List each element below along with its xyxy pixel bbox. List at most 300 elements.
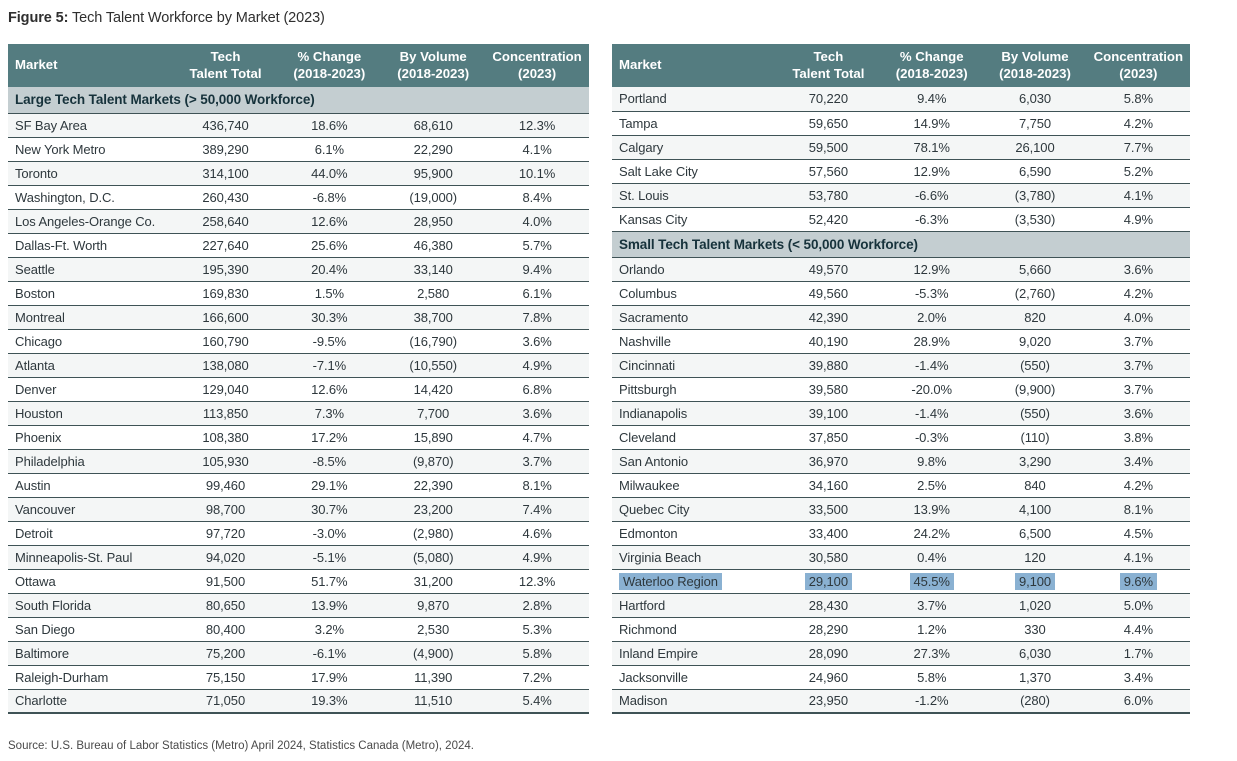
value-cell: [983, 569, 1086, 593]
value-cell: [880, 617, 983, 641]
table-row: [612, 401, 1190, 425]
value-cell: [485, 617, 589, 641]
cell-text: 105,930: [202, 453, 249, 469]
table-row: [612, 111, 1190, 135]
value-cell: [381, 377, 485, 401]
value-cell: [381, 209, 485, 233]
value-cell: [983, 425, 1086, 449]
value-cell: [277, 257, 381, 281]
value-cell: [880, 257, 983, 281]
value-cell: [1087, 689, 1190, 713]
cell-text: Denver: [15, 381, 57, 397]
value-cell: [983, 207, 1086, 231]
value-cell: [777, 281, 880, 305]
cell-text: 80,650: [205, 597, 246, 613]
table-row: [8, 401, 589, 425]
cell-text: 2.5%: [917, 477, 947, 493]
cell-text: 3.7%: [1123, 381, 1153, 397]
cell-text: 3.7%: [522, 453, 552, 469]
market-cell: [8, 401, 174, 425]
value-cell: [381, 545, 485, 569]
table-row: [8, 521, 589, 545]
value-cell: [1087, 87, 1190, 111]
value-cell: [983, 449, 1086, 473]
cell-text: 160,790: [202, 333, 249, 349]
value-cell: [277, 305, 381, 329]
value-cell: [381, 593, 485, 617]
value-cell: [880, 111, 983, 135]
market-cell: [612, 281, 777, 305]
market-cell: [8, 617, 174, 641]
value-cell: [1087, 449, 1190, 473]
cell-text: (3,530): [1014, 211, 1056, 227]
value-cell: [880, 87, 983, 111]
value-cell: [1087, 497, 1190, 521]
cell-text: 94,020: [205, 549, 246, 565]
cell-text: 28.9%: [913, 333, 950, 349]
cell-text: (9,870): [412, 453, 454, 469]
value-cell: [777, 183, 880, 207]
value-cell: [983, 87, 1086, 111]
value-cell: [381, 185, 485, 209]
value-cell: [277, 353, 381, 377]
value-cell: [1087, 111, 1190, 135]
value-cell: [880, 401, 983, 425]
cell-text: 29.1%: [311, 477, 348, 493]
value-cell: [983, 665, 1086, 689]
value-cell: [1087, 521, 1190, 545]
market-cell: [612, 183, 777, 207]
market-cell: [8, 233, 174, 257]
value-cell: [174, 521, 278, 545]
cell-text: Chicago: [15, 333, 62, 349]
value-cell: [381, 569, 485, 593]
market-cell: [8, 593, 174, 617]
market-cell: [612, 111, 777, 135]
value-cell: [485, 281, 589, 305]
market-cell: [8, 521, 174, 545]
value-cell: [880, 377, 983, 401]
value-cell: [777, 377, 880, 401]
cell-text: -9.5%: [312, 333, 347, 349]
figure-title-text: Tech Talent Workforce by Market (2023): [72, 10, 325, 26]
value-cell: [1087, 329, 1190, 353]
value-cell: [1087, 305, 1190, 329]
value-cell: [174, 473, 278, 497]
cell-text: 7.7%: [1123, 139, 1153, 155]
market-cell: [612, 497, 777, 521]
cell-text: Hartford: [619, 597, 666, 613]
tech-talent-table-right: [612, 44, 1190, 714]
cell-text: 75,150: [205, 669, 246, 685]
cell-text: Ottawa: [15, 573, 56, 589]
table-row: [8, 473, 589, 497]
table-row: [612, 281, 1190, 305]
cell-text: 840: [1024, 477, 1046, 493]
cell-text: 113,850: [202, 405, 249, 421]
value-cell: [485, 449, 589, 473]
cell-text: 4.2%: [1123, 285, 1153, 301]
value-cell: [174, 545, 278, 569]
value-cell: [777, 159, 880, 183]
table-row: [612, 593, 1190, 617]
market-cell: [8, 113, 174, 137]
value-cell: [983, 473, 1086, 497]
cell-text: 24.2%: [913, 525, 950, 541]
value-cell: [485, 425, 589, 449]
cell-text: 5.4%: [522, 693, 552, 709]
value-cell: [880, 545, 983, 569]
value-cell: [485, 641, 589, 665]
value-cell: [880, 641, 983, 665]
value-cell: [983, 593, 1086, 617]
cell-text: 7.2%: [522, 669, 552, 685]
table-row: [612, 449, 1190, 473]
cell-text: (2,980): [412, 525, 454, 541]
cell-text: Sacramento: [619, 309, 689, 325]
value-cell: [1087, 353, 1190, 377]
cell-text: 18.6%: [311, 117, 348, 133]
market-cell: [612, 473, 777, 497]
value-cell: [277, 377, 381, 401]
market-cell: [612, 329, 777, 353]
market-cell: [612, 641, 777, 665]
value-cell: [174, 641, 278, 665]
cell-text: 4.9%: [522, 357, 552, 373]
cell-text: 17.9%: [311, 669, 348, 685]
cell-text: 436,740: [202, 117, 249, 133]
highlighted-value: 9.6%: [1120, 573, 1157, 590]
value-cell: [174, 137, 278, 161]
table-row: [8, 137, 589, 161]
cell-text: Minneapolis-St. Paul: [15, 549, 133, 565]
cell-text: 129,040: [202, 381, 249, 397]
value-cell: [277, 209, 381, 233]
market-cell: [612, 305, 777, 329]
cell-text: Pittsburgh: [619, 381, 677, 397]
cell-text: 26,100: [1015, 139, 1055, 155]
section-header-label: Small Tech Talent Markets (< 50,000 Workforce): [612, 231, 1190, 257]
cell-text: 5.3%: [522, 621, 552, 637]
value-cell: [174, 593, 278, 617]
cell-text: Kansas City: [619, 211, 688, 227]
value-cell: [777, 401, 880, 425]
cell-text: Virginia Beach: [619, 549, 702, 565]
market-cell: [612, 159, 777, 183]
cell-text: (10,550): [409, 357, 457, 373]
cell-text: 13.9%: [913, 501, 950, 517]
cell-text: 5.2%: [1123, 163, 1153, 179]
highlighted-value: 45.5%: [910, 573, 954, 590]
value-cell: [381, 641, 485, 665]
cell-text: Portland: [619, 91, 667, 107]
cell-text: 258,640: [202, 213, 249, 229]
value-cell: [485, 257, 589, 281]
value-cell: [277, 689, 381, 713]
cell-text: 2,530: [417, 621, 450, 637]
value-cell: [880, 305, 983, 329]
cell-text: 6.1%: [314, 141, 344, 157]
value-cell: [277, 641, 381, 665]
cell-text: 8.1%: [1123, 501, 1153, 517]
value-cell: [277, 425, 381, 449]
value-cell: [485, 329, 589, 353]
column-header: By Volume (2018-2023): [983, 44, 1086, 87]
column-header: Tech Talent Total: [174, 44, 278, 87]
value-cell: [983, 353, 1086, 377]
cell-text: Cleveland: [619, 429, 676, 445]
value-cell: [381, 449, 485, 473]
table-row: [8, 593, 589, 617]
cell-text: 33,400: [808, 525, 848, 541]
table-row: [8, 617, 589, 641]
value-cell: [381, 617, 485, 641]
value-cell: [777, 593, 880, 617]
cell-text: 99,460: [205, 477, 246, 493]
cell-text: Inland Empire: [619, 645, 698, 661]
column-header: By Volume (2018-2023): [381, 44, 485, 87]
table-row: [612, 353, 1190, 377]
table-row: [8, 689, 589, 713]
value-cell: [1087, 473, 1190, 497]
value-cell: [174, 257, 278, 281]
cell-text: 9.4%: [522, 261, 552, 277]
table-row: [8, 569, 589, 593]
value-cell: [277, 281, 381, 305]
cell-text: 3.6%: [522, 405, 552, 421]
value-cell: [174, 569, 278, 593]
value-cell: [777, 473, 880, 497]
cell-text: 27.3%: [913, 645, 950, 661]
cell-text: Richmond: [619, 621, 677, 637]
market-cell: [612, 689, 777, 713]
value-cell: [381, 521, 485, 545]
cell-text: 108,380: [202, 429, 249, 445]
value-cell: [174, 161, 278, 185]
table-row: [8, 329, 589, 353]
value-cell: [880, 497, 983, 521]
cell-text: 22,290: [413, 141, 453, 157]
market-cell: [8, 665, 174, 689]
cell-text: 20.4%: [311, 261, 348, 277]
cell-text: 8.1%: [522, 477, 552, 493]
cell-text: 46,380: [413, 237, 453, 253]
cell-text: 4.1%: [522, 141, 552, 157]
value-cell: [983, 521, 1086, 545]
cell-text: Edmonton: [619, 525, 678, 541]
value-cell: [777, 449, 880, 473]
value-cell: [777, 207, 880, 231]
cell-text: 5.7%: [522, 237, 552, 253]
value-cell: [174, 689, 278, 713]
table-row: [612, 569, 1190, 593]
cell-text: 3.7%: [917, 597, 947, 613]
source-note: Source: U.S. Bureau of Labor Statistics (Metro) April 2024, Statistics Canada (Metro), 2024.: [8, 740, 474, 752]
value-cell: [983, 377, 1086, 401]
value-cell: [485, 161, 589, 185]
cell-text: 9.8%: [917, 453, 947, 469]
cell-text: San Diego: [15, 621, 75, 637]
value-cell: [1087, 617, 1190, 641]
value-cell: [485, 209, 589, 233]
value-cell: [381, 401, 485, 425]
value-cell: [777, 569, 880, 593]
cell-text: 7.8%: [522, 309, 552, 325]
table-row: [8, 257, 589, 281]
cell-text: 52,420: [808, 211, 848, 227]
cell-text: Milwaukee: [619, 477, 680, 493]
value-cell: [1087, 665, 1190, 689]
cell-text: -1.4%: [914, 405, 949, 421]
cell-text: Atlanta: [15, 357, 55, 373]
value-cell: [983, 159, 1086, 183]
cell-text: 6,500: [1018, 525, 1052, 541]
column-header: % Change (2018-2023): [880, 44, 983, 87]
cell-text: 98,700: [205, 501, 246, 517]
cell-text: -0.3%: [914, 429, 949, 445]
value-cell: [1087, 207, 1190, 231]
value-cell: [277, 665, 381, 689]
cell-text: 10.1%: [518, 165, 556, 181]
value-cell: [485, 137, 589, 161]
table-row: [8, 209, 589, 233]
value-cell: [777, 425, 880, 449]
cell-text: 44.0%: [311, 165, 348, 181]
value-cell: [174, 497, 278, 521]
cell-text: 23,200: [413, 501, 453, 517]
cell-text: 68,610: [413, 117, 453, 133]
table-row: [8, 641, 589, 665]
highlighted-value: Waterloo Region: [619, 573, 722, 590]
table-row: [612, 329, 1190, 353]
market-cell: [8, 305, 174, 329]
table-row: [612, 497, 1190, 521]
cell-text: (19,000): [409, 189, 457, 205]
table-row: [612, 207, 1190, 231]
table-row: [612, 617, 1190, 641]
cell-text: Madison: [619, 693, 668, 709]
cell-text: -6.6%: [914, 187, 949, 203]
cell-text: 22,390: [413, 477, 453, 493]
cell-text: 49,570: [808, 261, 848, 277]
market-cell: [8, 497, 174, 521]
value-cell: [983, 257, 1086, 281]
value-cell: [381, 329, 485, 353]
cell-text: 4.1%: [1123, 187, 1153, 203]
value-cell: [777, 111, 880, 135]
table-row: [612, 87, 1190, 111]
cell-text: 11,510: [414, 693, 453, 709]
market-cell: [8, 425, 174, 449]
cell-text: 36,970: [808, 453, 848, 469]
value-cell: [381, 233, 485, 257]
cell-text: Columbus: [619, 285, 677, 301]
cell-text: Dallas-Ft. Worth: [15, 237, 108, 253]
cell-text: 4,100: [1018, 501, 1052, 517]
table-row: [8, 497, 589, 521]
cell-text: 330: [1024, 621, 1046, 637]
value-cell: [174, 305, 278, 329]
cell-text: (280): [1020, 693, 1050, 709]
cell-text: 120: [1024, 549, 1046, 565]
cell-text: 12.3%: [518, 573, 556, 589]
cell-text: Quebec City: [619, 501, 690, 517]
value-cell: [485, 665, 589, 689]
cell-text: 3.6%: [1123, 261, 1153, 277]
value-cell: [983, 111, 1086, 135]
market-cell: [8, 377, 174, 401]
value-cell: [777, 665, 880, 689]
cell-text: 12.6%: [311, 213, 348, 229]
value-cell: [983, 305, 1086, 329]
cell-text: 3.7%: [1123, 357, 1153, 373]
table-row: [612, 545, 1190, 569]
market-cell: [612, 401, 777, 425]
table-row: [612, 641, 1190, 665]
value-cell: [485, 593, 589, 617]
value-cell: [174, 449, 278, 473]
cell-text: 78.1%: [913, 139, 950, 155]
value-cell: [277, 113, 381, 137]
cell-text: 39,580: [808, 381, 848, 397]
table-row: [8, 545, 589, 569]
value-cell: [777, 689, 880, 713]
market-cell: [8, 449, 174, 473]
cell-text: (550): [1020, 405, 1050, 421]
cell-text: 5.8%: [522, 645, 552, 661]
market-cell: [612, 87, 777, 111]
value-cell: [485, 521, 589, 545]
cell-text: 8.4%: [522, 189, 552, 205]
value-cell: [1087, 159, 1190, 183]
cell-text: 6,030: [1018, 91, 1052, 107]
figure-number: Figure 5:: [8, 10, 69, 26]
cell-text: 4.6%: [522, 525, 552, 541]
cell-text: 169,830: [202, 285, 249, 301]
value-cell: [983, 329, 1086, 353]
cell-text: 30.3%: [311, 309, 348, 325]
cell-text: 3.6%: [522, 333, 552, 349]
tables-container: [8, 44, 1190, 714]
value-cell: [174, 401, 278, 425]
cell-text: Calgary: [619, 139, 664, 155]
market-cell: [8, 353, 174, 377]
cell-text: Boston: [15, 285, 55, 301]
value-cell: [983, 689, 1086, 713]
cell-text: (4,900): [412, 645, 454, 661]
market-cell: [8, 569, 174, 593]
cell-text: (110): [1020, 429, 1050, 445]
column-header: Market: [8, 44, 174, 87]
value-cell: [277, 473, 381, 497]
cell-text: 7.4%: [522, 501, 552, 517]
table-row: [8, 185, 589, 209]
column-header: Market: [612, 44, 777, 87]
value-cell: [485, 473, 589, 497]
market-cell: [612, 377, 777, 401]
value-cell: [880, 425, 983, 449]
cell-text: Raleigh-Durham: [15, 669, 109, 685]
cell-text: 0.4%: [917, 549, 947, 565]
value-cell: [880, 569, 983, 593]
market-cell: [612, 593, 777, 617]
table-row: [612, 473, 1190, 497]
value-cell: [880, 281, 983, 305]
cell-text: 30.7%: [311, 501, 348, 517]
cell-text: 23,950: [808, 693, 848, 709]
market-cell: [612, 353, 777, 377]
cell-text: 138,080: [202, 357, 249, 373]
